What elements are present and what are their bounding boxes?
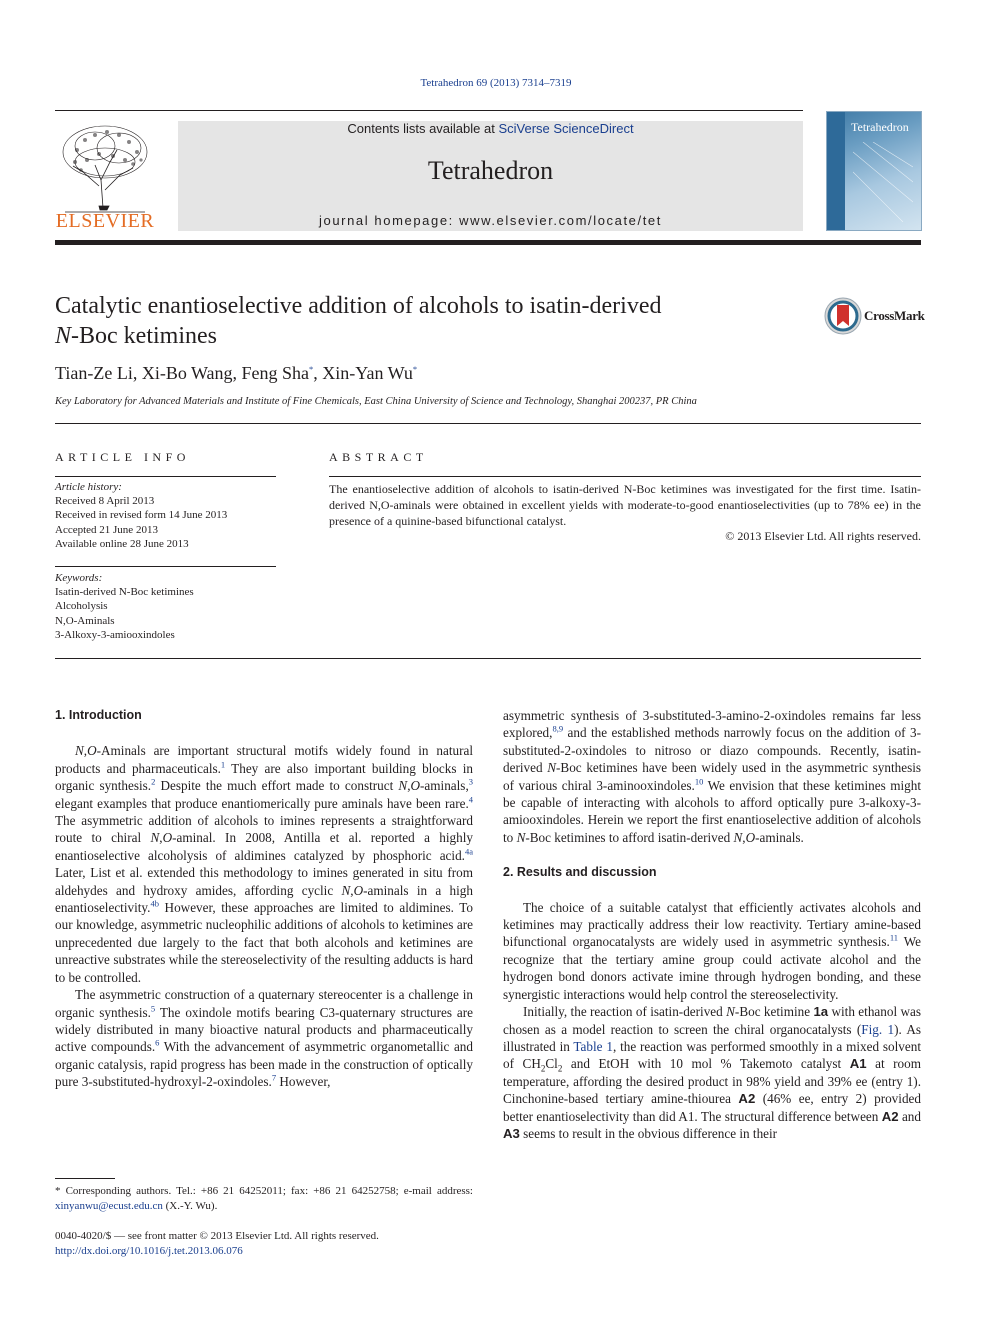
footnote-suffix: (X.-Y. Wu).	[162, 1200, 218, 1212]
footnote-rule	[55, 1178, 115, 1179]
body-column-left	[55, 707, 473, 1091]
doi-link[interactable]: http://dx.doi.org/10.1016/j.tet.2013.06.076	[55, 1244, 243, 1257]
front-matter-text: 0040-4020/$ — see front matter © 2013 Elsevier Ltd. All rights reserved.	[55, 1230, 379, 1242]
body-paragraph: asymmetric synthesis of 3-substituted-3-amino-2-oxindoles remains far less explored,$^{8,9}$ and the established methods narrowly focus on the addition of 3-substituted-2-oxindoles to nitroso or diazo compounds. Recently, isatin-derived N-Boc ketimines have been widely used in the asymmetric synthesis of various chiral 3-aminooxindoles.$^{10}$ We envision that these ketimines might be capable of interacting with alcohols to afford optically pure 3-alkoxy-3-amiooxindoles. Herein we report the first enantioselective addition of alcohols to N-Boc ketimines to afford isatin-derived N,O-aminals.	[503, 708, 922, 845]
email-link[interactable]: xinyanwu@ecust.edu.cn	[55, 1200, 163, 1212]
title-line-2	[55, 321, 795, 351]
history-item: Received 8 April 2013	[55, 495, 155, 508]
divider	[329, 476, 921, 477]
corresponding-footnote	[55, 1184, 473, 1214]
author-name[interactable]: Tian-Ze Li	[55, 363, 133, 383]
keyword: 3-Alkoxy-3-amiooxindoles	[55, 628, 175, 641]
title-line-2-rest: -Boc ketimines	[71, 323, 217, 349]
body-paragraph: Initially, the reaction of isatin-derived N-Boc ketimine 1a with ethanol was chosen as a model reaction to screen the chiral organocatalysts (Fig. 1). As illustrated in Table 1, the reaction was performed smoothly in a mixed solvent of $CH_2Cl_2$ and EtOH with 10 mol % Takemoto catalyst A1 at room temperature, affording the desired product in 98% yield and 39% ee (entry 1). Cinchonine-based tertiary amine-thiourea A2 (46% ee, entry 2) provided better enantioselectivity than did A1. The structural difference between A2 and A3 seems to result in the obvious difference in their	[503, 1004, 922, 1141]
abstract-label: ABSTRACT	[329, 450, 428, 464]
keyword: Alcoholysis	[55, 600, 108, 613]
body-paragraph: The asymmetric construction of a quaternary stereocenter is a challenge in organic synthesis.$^5$ The oxindole motifs bearing C3-quaternary structures are widely distributed in many bioactive natural products and pharmaceutically active compounds.$^6$ With the advancement of asymmetric organometallic and organic catalysis, rapid progress has been made in the construction of optically pure 3-substituted-hydroxyl-2-oxindoles.$^7$ However,	[55, 987, 473, 1090]
divider	[55, 566, 276, 567]
corresponding-mark[interactable]: *	[412, 364, 418, 374]
author-name[interactable]: Xi-Bo Wang	[141, 363, 233, 383]
contents-line	[178, 121, 803, 136]
cover-title: Tetrahedron	[851, 120, 909, 134]
history-item: Available online 28 June 2013	[55, 537, 189, 550]
keyword: Isatin-derived N-Boc ketimines	[55, 586, 194, 599]
abstract-copyright: © 2013 Elsevier Ltd. All rights reserved.	[725, 529, 921, 543]
article-title	[55, 291, 795, 351]
table-link[interactable]: Table 1	[573, 1038, 613, 1054]
divider	[55, 110, 803, 111]
figure-link[interactable]: Fig. 1	[861, 1021, 895, 1037]
body-paragraph: N,O-Aminals are important structural motifs widely found in natural products and pharmaceuticals.$^1$ They are also important building blocks in organic synthesis.$^2$ Despite the much effort made to construct N,O-aminals,$^3$ elegant examples that produce enantiomerically pure aminals have been rare.$^4$ The asymmetric addition of alcohols to imines represents a straightforward route to chiral N,O-aminal. In 2008, Antilla et al. reported a highly enantioselective alcoholysis of aldimines catalyzed by phosphoric acid.$^{4a}$ Later, List et al. extended this methodology to imines generated in situ from aldehydes and hydroxy amides, affording cyclic N,O-aminals in a high enantioselectivity.$^{4b}$ However, these approaches are limited to aldimines. To our knowledge, asymmetric nucleophilic additions of alcohols to ketimines are unprecedented due largely to the fact that both alcohols and ketimines are unreactive substrates while the stereoselectivity of the resulting adducts is hard to be controlled.	[55, 743, 474, 985]
divider	[55, 476, 276, 477]
keywords-label: Keywords:	[55, 572, 103, 584]
body-column-right	[503, 707, 921, 1142]
title-italic-n: N	[55, 323, 72, 349]
cover-graphic	[853, 142, 913, 222]
keyword: N,O-Aminals	[55, 614, 115, 627]
article-history	[55, 480, 276, 551]
cover-strip	[827, 112, 845, 231]
title-line-1: Catalytic enantioselective addition of alcohols to isatin-derived	[55, 293, 662, 319]
history-item: Received in revised form 14 June 2013	[55, 509, 228, 522]
contents-prefix: Contents lists available at	[347, 121, 499, 136]
body-paragraph: The choice of a suitable catalyst that efficiently activates alcohols and ketimines may practically address their low reactivity. Tertiary amine-based bifunctional organocatalysts are widely used in asymmetric synthesis.$^{11}$ We recognize that the tertiary amine group could activate alcohol and the hydrogen bond donors activate imine through hydrogen bonding, and these synergistic interactions would help control the stereoselectivity.	[503, 899, 921, 1002]
journal-citation[interactable]: Tetrahedron 69 (2013) 7314–7319	[420, 77, 572, 89]
journal-cover-thumbnail[interactable]	[826, 111, 922, 231]
publisher-name: ELSEVIER	[55, 210, 155, 232]
journal-title: Tetrahedron	[427, 156, 554, 185]
section-heading-introduction: 1. Introduction	[55, 708, 142, 722]
journal-homepage[interactable]: journal homepage: www.elsevier.com/locate/tet	[319, 213, 662, 228]
crossmark-label[interactable]: CrossMark	[864, 308, 925, 323]
author-name[interactable]: Feng Sha	[241, 363, 310, 383]
corresponding-mark[interactable]: *	[309, 364, 314, 374]
history-label: Article history:	[55, 481, 122, 493]
abstract-text: The enantioselective addition of alcohols to isatin-derived N-Boc ketimines was investigated for the first time. Isatin-derived N,O-aminals were obtained in excellent yields with moderate-to-good enantioselectivities (up to 78% ee) in the presence of a quinine-based bifunctional catalyst.	[329, 482, 921, 528]
author-list: Tian-Ze Li, Xi-Bo Wang, Feng Sha*, Xin-Yan Wu*	[55, 363, 418, 383]
article-info-label: ARTICLE INFO	[55, 450, 190, 464]
keywords	[55, 571, 276, 642]
divider	[55, 423, 921, 424]
section-heading-results: 2. Results and discussion	[503, 865, 657, 880]
author-name[interactable]: Xin-Yan Wu	[322, 363, 413, 383]
history-item: Accepted 21 June 2013	[55, 523, 158, 536]
affiliation: Key Laboratory for Advanced Materials and Institute of Fine Chemicals, East China University of Science and Technology, Shanghai 200237, PR China	[55, 396, 697, 407]
header-rule	[55, 240, 921, 245]
footnote-text: * Corresponding authors. Tel.: +86 21 64252011; fax: +86 21 64252758; e-mail address:	[55, 1185, 473, 1197]
front-matter	[55, 1229, 473, 1258]
sciencedirect-link[interactable]: SciVerse ScienceDirect	[498, 121, 634, 136]
divider	[55, 658, 921, 659]
